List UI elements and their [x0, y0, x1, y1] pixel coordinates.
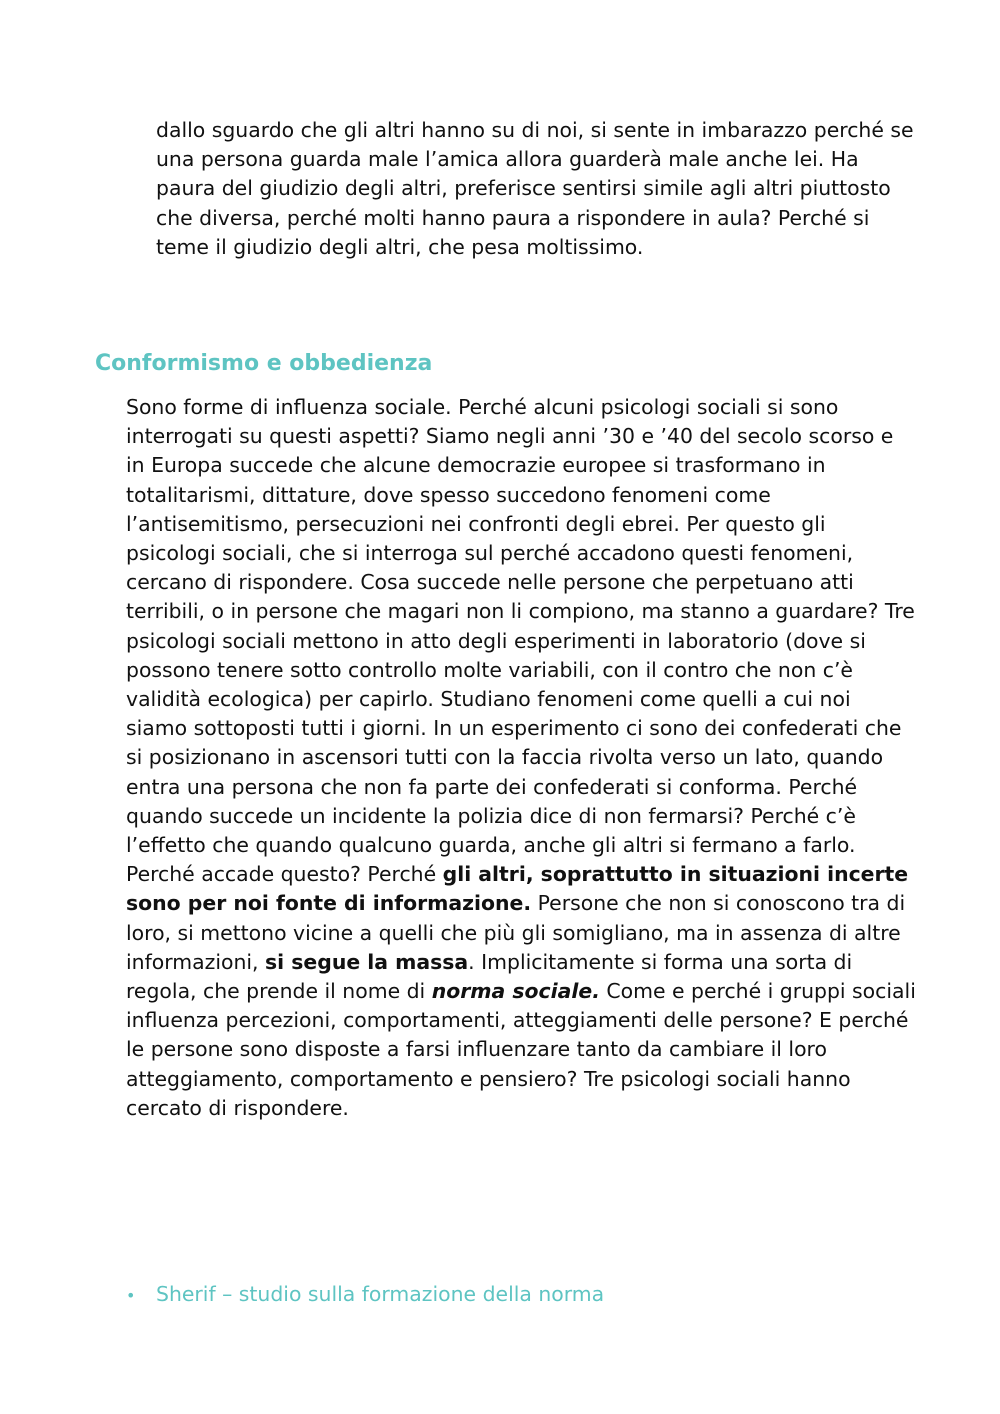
paragraph-main [126, 393, 916, 1123]
paragraph-main-text-2: Persone che non si conoscono tra di loro, si mettono vicine a quelli che più gli somigliano, ma in assenza di altre informazioni, [126, 891, 906, 974]
paragraph-intro: dallo sguardo che gli altri hanno su di noi, si sente in imbarazzo perché se una persona guarda male l’amica allora guarderà male anche lei. Ha paura del giudizio degli altri, preferisce sentirsi simile agli altri piuttosto che diversa, perché molti hanno paura a rispondere in aula? Perché si teme il giudizio degli altri, che pesa moltissimo. [156, 118, 914, 259]
bold-phrase-information: gli altri, soprattutto in situazioni incerte sono per noi fonte di informazione. [126, 862, 909, 916]
bullet-dot-icon: • [126, 1286, 136, 1305]
section-heading: Conformismo e obbedienza [95, 351, 433, 376]
bullet-item [126, 1280, 604, 1310]
bold-italic-term-norma-sociale: norma sociale. [431, 979, 600, 1004]
paragraph-main-text-1: Sono forme di influenza sociale. Perché alcuni psicologi sociali si sono interrogati su questi aspetti? Siamo negli anni ’30 e ’40 del secolo scorso e in Europa succede che alcune democrazie europee si trasformano in totalitarismi, dittature, dove spesso succedono fenomeni come l’antisemitismo, persecuzioni nei confronti degli ebrei. Per questo gli psicologi sociali, che si interroga sul perché accadono questi fenomeni, cercano di rispondere. Cosa succede nelle persone che perpetuano atti terribili, o in persone che magari non li compiono, ma stanno a guardare? Tre psicologi sociali mettono in atto degli esperimenti in laboratorio (dove si possono tenere sotto controllo molte variabili, con il contro che non c’è validità ecologica) per capirlo. Studiano fenomeni come quelli a cui noi siamo sottoposti tutti i giorni. In un esperimento ci sono dei confederati che si posizionano in ascensori tutti con la faccia rivolta verso un lato, quando entra una persona che non fa parte dei confederati si conforma. Perché quando succede un incidente la polizia dice di non fermarsi? Perché c’è l’effetto che quando qualcuno guarda, anche gli altri si fermano a farlo. Perché accade questo? Perché [126, 395, 915, 887]
paragraph-main-text-3: . Implicitamente si forma una sorta di regola, che prende il nome di [126, 949, 853, 1004]
bullet-list [126, 1280, 604, 1310]
bold-phrase-massa: si segue la massa [265, 949, 469, 974]
paragraph-main-text-4: Come e perché i gruppi sociali influenza percezioni, comportamenti, atteggiamenti delle persone? E perché le persone sono disposte a farsi influenzare tanto da cambiare il loro atteggiamento, comportamento e pensiero? Tre psicologi sociali hanno cercato di rispondere. [126, 979, 916, 1120]
bullet-item-text: Sherif – studio sulla formazione della norma [156, 1282, 605, 1306]
